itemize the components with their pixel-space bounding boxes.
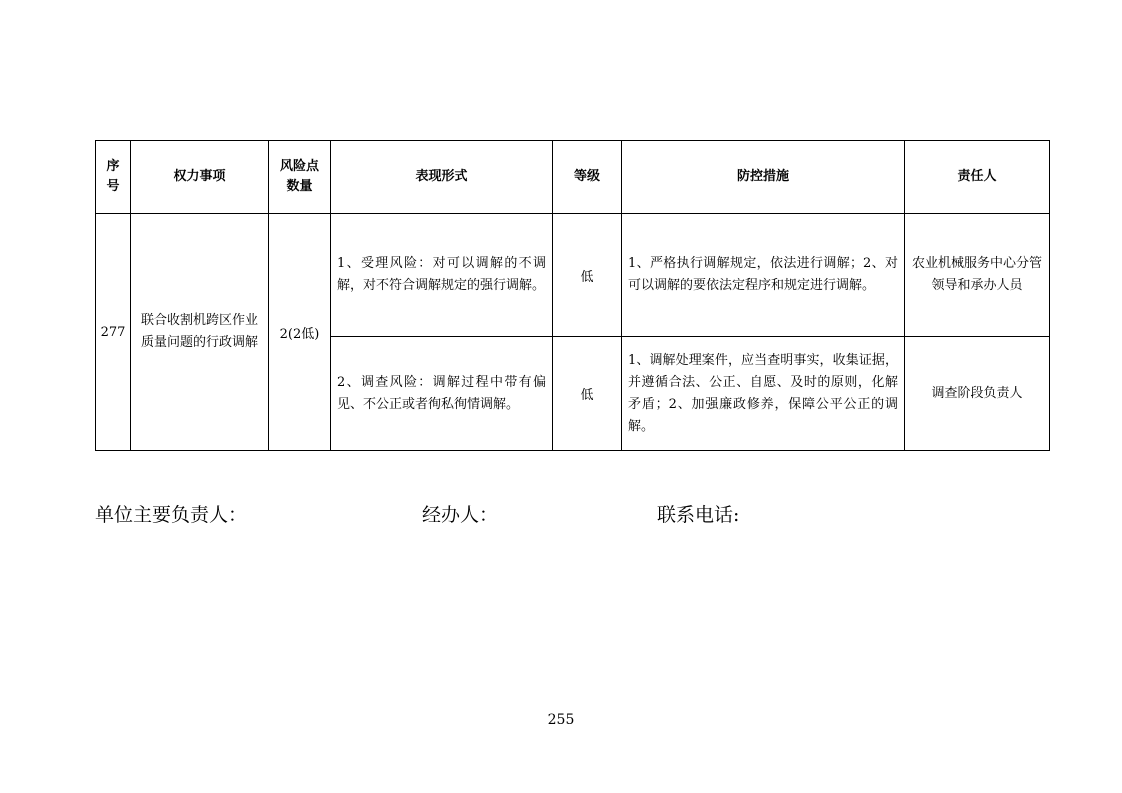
header-measures: 防控措施 [622, 141, 905, 214]
cell-seq: 277 [96, 214, 131, 451]
cell-level: 低 [553, 214, 622, 337]
header-seq: 序号 [96, 141, 131, 214]
header-form: 表现形式 [331, 141, 553, 214]
signature-unit-head: 单位主要负责人： [95, 504, 248, 526]
cell-form: 1、受理风险：对可以调解的不调解，对不符合调解规定的强行调解。 [331, 214, 553, 337]
header-responsible: 责任人 [905, 141, 1050, 214]
cell-risk-count: 2(2低) [269, 214, 331, 451]
cell-item: 联合收割机跨区作业质量问题的行政调解 [131, 214, 269, 451]
header-item: 权力事项 [131, 141, 269, 214]
table-header-row [96, 141, 1050, 214]
cell-responsible: 调查阶段负责人 [905, 337, 1050, 451]
signature-handler: 经办人： [422, 504, 499, 526]
header-risk-count: 风险点数量 [269, 141, 331, 214]
cell-measures: 1、调解处理案件，应当查明事实，收集证据，并遵循合法、公正、自愿、及时的原则，化解矛盾；2、加强廉政修养，保障公平公正的调解。 [622, 337, 905, 451]
page-number: 255 [547, 712, 575, 728]
cell-responsible: 农业机械服务中心分管领导和承办人员 [905, 214, 1050, 337]
table-row [96, 214, 1050, 337]
cell-form: 2、调查风险：调解过程中带有偏见、不公正或者徇私徇情调解。 [331, 337, 553, 451]
cell-level: 低 [553, 337, 622, 451]
header-level: 等级 [553, 141, 622, 214]
cell-measures: 1、严格执行调解规定，依法进行调解；2、对可以调解的要依法定程序和规定进行调解。 [622, 214, 905, 337]
signature-phone: 联系电话: [657, 504, 740, 526]
risk-control-table [95, 140, 1050, 451]
